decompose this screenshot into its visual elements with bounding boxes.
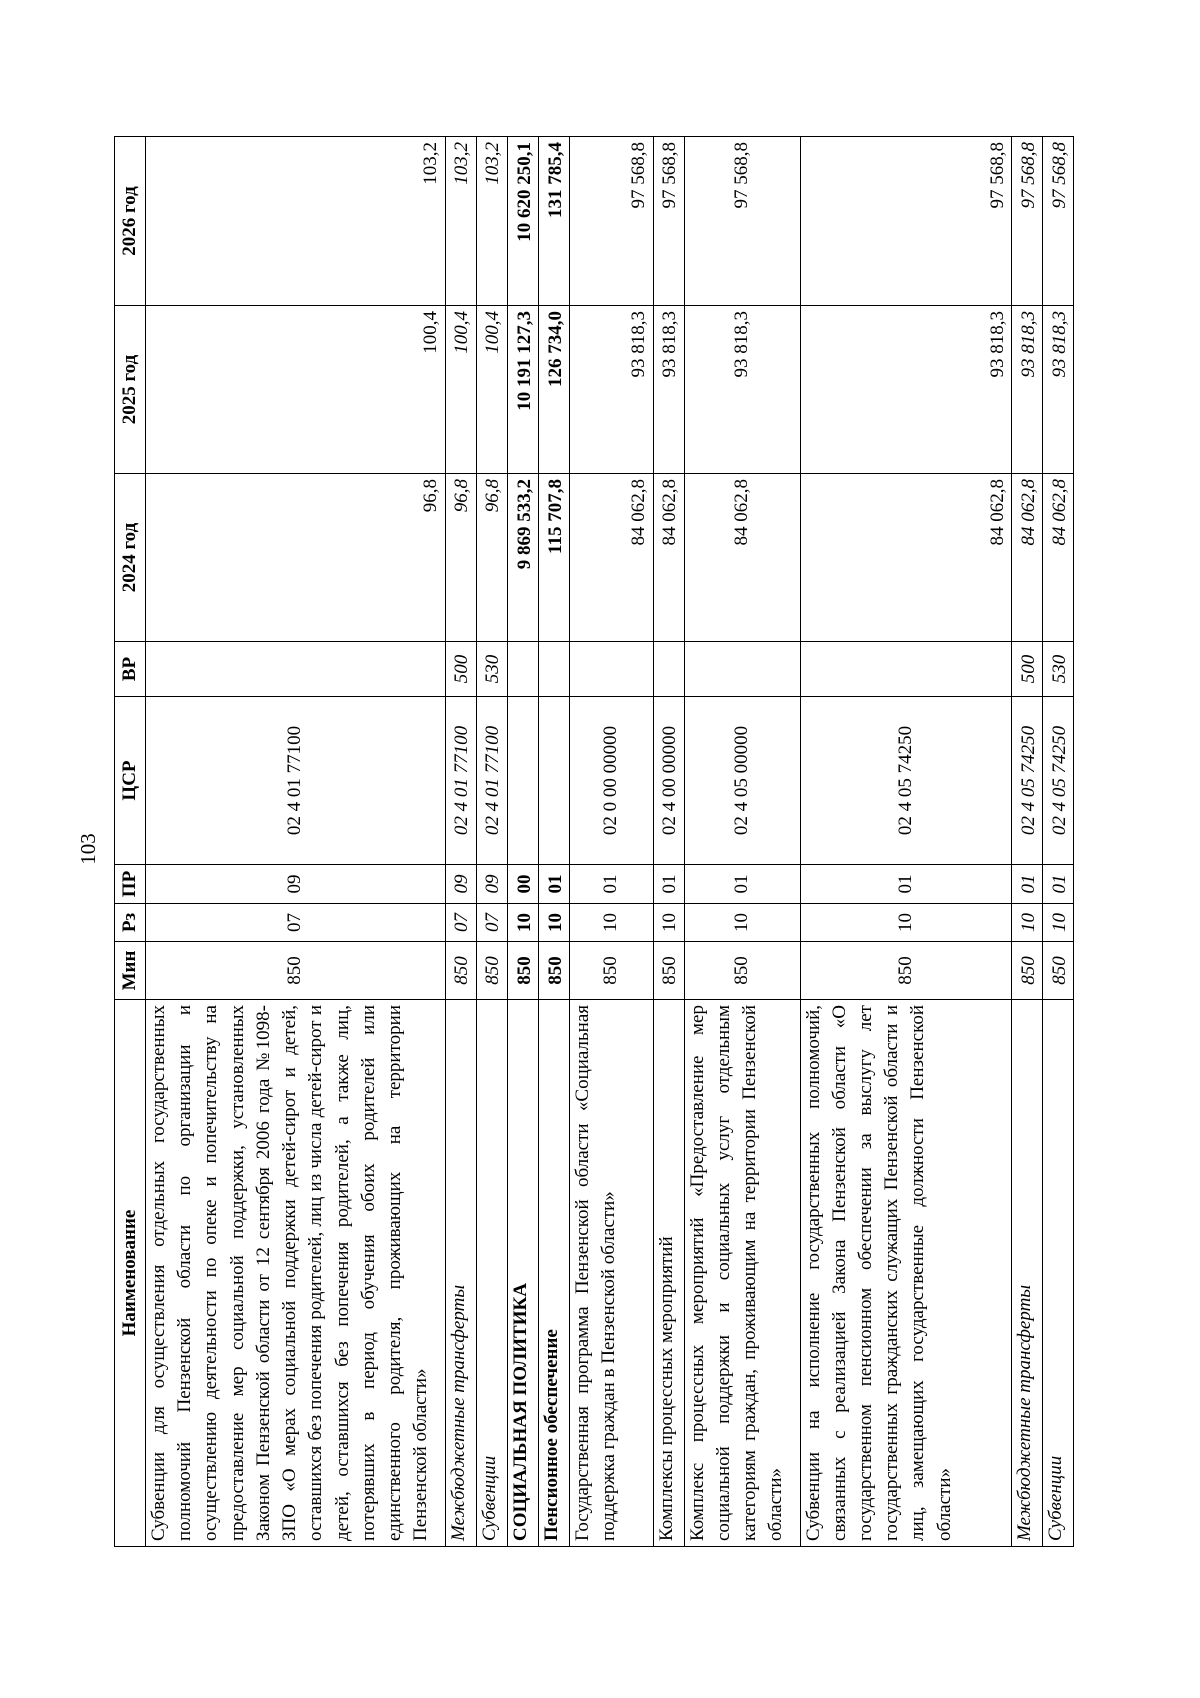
cell-min: 850 <box>507 942 538 1000</box>
header-2026: 2026 год <box>115 137 146 306</box>
table-row <box>507 137 538 1547</box>
cell-2026: 97 568,8 <box>800 137 1011 306</box>
cell-vr <box>146 642 446 697</box>
cell-min: 850 <box>684 942 800 1000</box>
cell-2025: 93 818,3 <box>800 306 1011 474</box>
cell-2025: 100,4 <box>146 306 446 474</box>
cell-2026: 10 620 250,1 <box>507 137 538 306</box>
cell-csr: 02 4 01 77100 <box>476 697 507 865</box>
cell-2026: 103,2 <box>445 137 476 306</box>
cell-rz: 10 <box>1011 904 1042 942</box>
cell-vr: 500 <box>1011 642 1042 697</box>
table-row <box>1042 137 1073 1547</box>
header-2024: 2024 год <box>115 474 146 642</box>
cell-vr <box>684 642 800 697</box>
cell-2026: 97 568,8 <box>653 137 684 306</box>
cell-pr: 01 <box>569 865 653 904</box>
cell-2024: 84 062,8 <box>1011 474 1042 642</box>
cell-min: 850 <box>146 942 446 1000</box>
cell-2024: 84 062,8 <box>569 474 653 642</box>
cell-name: Субвенции <box>476 1000 507 1547</box>
cell-vr: 530 <box>1042 642 1073 697</box>
cell-min: 850 <box>445 942 476 1000</box>
cell-csr: 02 4 05 74250 <box>800 697 1011 865</box>
cell-2026: 97 568,8 <box>1042 137 1073 306</box>
cell-pr: 01 <box>684 865 800 904</box>
cell-min: 850 <box>1011 942 1042 1000</box>
cell-rz: 10 <box>1042 904 1073 942</box>
cell-2024: 84 062,8 <box>800 474 1011 642</box>
cell-2025: 93 818,3 <box>1042 306 1073 474</box>
cell-pr: 09 <box>146 865 446 904</box>
cell-2025: 93 818,3 <box>569 306 653 474</box>
cell-rz: 10 <box>800 904 1011 942</box>
table-row <box>146 137 446 1547</box>
cell-pr: 01 <box>1042 865 1073 904</box>
header-row <box>115 137 146 1547</box>
cell-name: Комплекс процессных мероприятий «Предоставление мер социальной поддержки и социальных услуг отдельным категориям граждан, проживающим на территории Пензенской области» <box>684 1000 800 1547</box>
table-row <box>684 137 800 1547</box>
cell-2024: 96,8 <box>445 474 476 642</box>
cell-csr <box>538 697 569 865</box>
page-number: 103 <box>75 833 100 865</box>
cell-2025: 100,4 <box>445 306 476 474</box>
cell-2026: 103,2 <box>146 137 446 306</box>
cell-2026: 103,2 <box>476 137 507 306</box>
table-row <box>445 137 476 1547</box>
cell-csr: 02 4 05 74250 <box>1011 697 1042 865</box>
cell-rz: 07 <box>445 904 476 942</box>
cell-rz: 10 <box>653 904 684 942</box>
header-vr: ВР <box>115 642 146 697</box>
table-row <box>653 137 684 1547</box>
cell-name: Государственная программа Пензенской области «Социальная поддержка граждан в Пензенской области» <box>569 1000 653 1547</box>
cell-rz: 07 <box>476 904 507 942</box>
cell-csr: 02 4 05 00000 <box>684 697 800 865</box>
cell-min: 850 <box>1042 942 1073 1000</box>
cell-pr: 01 <box>538 865 569 904</box>
header-2025: 2025 год <box>115 306 146 474</box>
cell-rz: 10 <box>538 904 569 942</box>
cell-name: Межбюджетные трансферты <box>445 1000 476 1547</box>
table-row <box>800 137 1011 1547</box>
cell-2024: 84 062,8 <box>684 474 800 642</box>
cell-rz: 10 <box>507 904 538 942</box>
cell-2024: 9 869 533,2 <box>507 474 538 642</box>
cell-csr: 02 4 01 77100 <box>146 697 446 865</box>
budget-table <box>114 136 1074 1547</box>
cell-2025: 126 734,0 <box>538 306 569 474</box>
cell-2025: 93 818,3 <box>653 306 684 474</box>
cell-pr: 09 <box>476 865 507 904</box>
rotated-table-container <box>114 137 1074 1547</box>
cell-csr: 02 4 00 00000 <box>653 697 684 865</box>
cell-2025: 100,4 <box>476 306 507 474</box>
table-row <box>1011 137 1042 1547</box>
header-name: Наименование <box>115 1000 146 1547</box>
cell-pr: 01 <box>1011 865 1042 904</box>
cell-2025: 93 818,3 <box>1011 306 1042 474</box>
cell-2026: 97 568,8 <box>1011 137 1042 306</box>
cell-2024: 84 062,8 <box>653 474 684 642</box>
header-pr: ПР <box>115 865 146 904</box>
cell-pr: 09 <box>445 865 476 904</box>
cell-min: 850 <box>800 942 1011 1000</box>
cell-2024: 96,8 <box>146 474 446 642</box>
cell-name: Межбюджетные трансферты <box>1011 1000 1042 1547</box>
cell-2025: 93 818,3 <box>684 306 800 474</box>
table-row <box>569 137 653 1547</box>
cell-pr: 00 <box>507 865 538 904</box>
cell-rz: 10 <box>684 904 800 942</box>
cell-2024: 96,8 <box>476 474 507 642</box>
cell-csr: 02 4 05 74250 <box>1042 697 1073 865</box>
cell-vr <box>507 642 538 697</box>
cell-vr: 500 <box>445 642 476 697</box>
cell-2026: 131 785,4 <box>538 137 569 306</box>
cell-name: Субвенции <box>1042 1000 1073 1547</box>
cell-vr <box>569 642 653 697</box>
cell-csr: 02 0 00 00000 <box>569 697 653 865</box>
cell-name: СОЦИАЛЬНАЯ ПОЛИТИКА <box>507 1000 538 1547</box>
cell-vr: 530 <box>476 642 507 697</box>
header-csr: ЦСР <box>115 697 146 865</box>
cell-name: Субвенции для осуществления отдельных государственных полномочий Пензенской области по организации и осуществлению деятельности по опеке и попечительству на предоставление мер социальной поддержки, установленных Законом Пензенской области от 12 сентября 2006 года №1098-ЗПО «О мерах социальной поддержки детей-сирот и детей, оставшихся без попечения родителей, лиц из числа детей-сирот и детей, оставшихся без попечения родителей, а также лиц, потерявших в период обучения обоих родителей или единственного родителя, проживающих на территории Пензенской области» <box>146 1000 446 1547</box>
cell-min: 850 <box>569 942 653 1000</box>
cell-vr <box>800 642 1011 697</box>
cell-2026: 97 568,8 <box>569 137 653 306</box>
cell-name: Субвенции на исполнение государственных полномочий, связанных с реализацией Закона Пензенской области «О государственном пенсионном обеспечении за выслугу лет государственных гражданских служащих Пензенской области и лиц, замещающих государственные должности Пензенской области» <box>800 1000 1011 1547</box>
cell-vr <box>653 642 684 697</box>
cell-csr: 02 4 01 77100 <box>445 697 476 865</box>
cell-min: 850 <box>653 942 684 1000</box>
cell-rz: 07 <box>146 904 446 942</box>
cell-rz: 10 <box>569 904 653 942</box>
cell-min: 850 <box>476 942 507 1000</box>
header-rz: Рз <box>115 904 146 942</box>
table-row <box>476 137 507 1547</box>
cell-pr: 01 <box>800 865 1011 904</box>
cell-2026: 97 568,8 <box>684 137 800 306</box>
cell-name: Пенсионное обеспечение <box>538 1000 569 1547</box>
cell-2024: 84 062,8 <box>1042 474 1073 642</box>
cell-csr <box>507 697 538 865</box>
cell-2025: 10 191 127,3 <box>507 306 538 474</box>
cell-2024: 115 707,8 <box>538 474 569 642</box>
cell-vr <box>538 642 569 697</box>
header-min: Мин <box>115 942 146 1000</box>
cell-min: 850 <box>538 942 569 1000</box>
cell-pr: 01 <box>653 865 684 904</box>
table-row <box>538 137 569 1547</box>
cell-name: Комплексы процессных мероприятий <box>653 1000 684 1547</box>
